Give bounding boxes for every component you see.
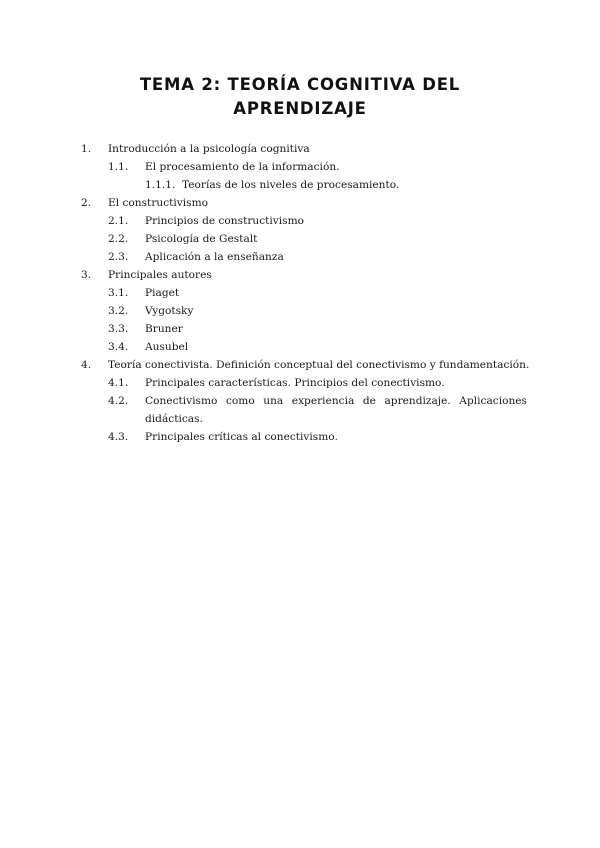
toc-number: 1.1.1. bbox=[145, 179, 176, 191]
toc-item-2 bbox=[0, 194, 600, 212]
toc-item-2-1 bbox=[0, 212, 600, 230]
page-title bbox=[0, 73, 600, 121]
toc-text: Conectivismo como una experiencia de aprendizaje. Aplicaciones didácticas. bbox=[145, 395, 527, 425]
toc-text: Principios de constructivismo bbox=[145, 215, 305, 227]
toc-text: Principales características. Principios del conectivismo. bbox=[145, 377, 445, 389]
toc-number: 1.1. bbox=[108, 161, 129, 173]
toc-text: El constructivismo bbox=[108, 197, 209, 209]
toc-item-2-3 bbox=[0, 248, 600, 266]
toc-text: Teorías de los niveles de procesamiento. bbox=[182, 179, 400, 191]
toc-text: Introducción a la psicología cognitiva bbox=[108, 143, 310, 155]
toc-item-4-1 bbox=[0, 374, 600, 392]
toc-text: Vygotsky bbox=[145, 305, 194, 317]
toc-text: Bruner bbox=[145, 323, 183, 335]
toc-item-1 bbox=[0, 140, 600, 158]
toc-item-4-2 bbox=[0, 392, 600, 428]
toc-number: 3. bbox=[81, 269, 92, 281]
toc-text: Aplicación a la enseñanza bbox=[145, 251, 284, 263]
toc-text: Psicología de Gestalt bbox=[145, 233, 258, 245]
toc-item-3-1 bbox=[0, 284, 600, 302]
toc-number: 2. bbox=[81, 197, 92, 209]
toc-text: Ausubel bbox=[145, 341, 189, 353]
toc-item-1-1 bbox=[0, 158, 600, 176]
toc-number: 2.2. bbox=[108, 233, 129, 245]
toc-number: 1. bbox=[81, 143, 92, 155]
title-line-2: APRENDIZAJE bbox=[233, 99, 367, 118]
toc-number: 4.3. bbox=[108, 431, 129, 443]
title-line-1: TEMA 2: TEORÍA COGNITIVA DEL bbox=[139, 75, 461, 94]
toc-number: 4.1. bbox=[108, 377, 129, 389]
toc-item-3-4 bbox=[0, 338, 600, 356]
toc-number: 3.1. bbox=[108, 287, 129, 299]
table-of-contents bbox=[0, 140, 600, 446]
toc-number: 4. bbox=[81, 359, 92, 371]
toc-number: 2.1. bbox=[108, 215, 129, 227]
toc-number: 4.2. bbox=[108, 395, 129, 407]
toc-item-3 bbox=[0, 266, 600, 284]
toc-text: Principales autores bbox=[108, 269, 212, 281]
toc-number: 3.2. bbox=[108, 305, 129, 317]
toc-item-4-3 bbox=[0, 428, 600, 446]
toc-number: 3.3. bbox=[108, 323, 129, 335]
toc-number: 3.4. bbox=[108, 341, 129, 353]
toc-item-1-1-1 bbox=[0, 176, 600, 194]
toc-item-4 bbox=[0, 356, 600, 374]
toc-item-3-3 bbox=[0, 320, 600, 338]
toc-text: Teoría conectivista. Definición conceptual del conectivismo y fundamentación. bbox=[108, 359, 530, 371]
toc-text: El procesamiento de la información. bbox=[145, 161, 340, 173]
toc-text: Piaget bbox=[145, 287, 180, 299]
toc-number: 2.3. bbox=[108, 251, 129, 263]
toc-item-3-2 bbox=[0, 302, 600, 320]
toc-item-2-2 bbox=[0, 230, 600, 248]
toc-text: Principales críticas al conectivismo. bbox=[145, 431, 338, 443]
